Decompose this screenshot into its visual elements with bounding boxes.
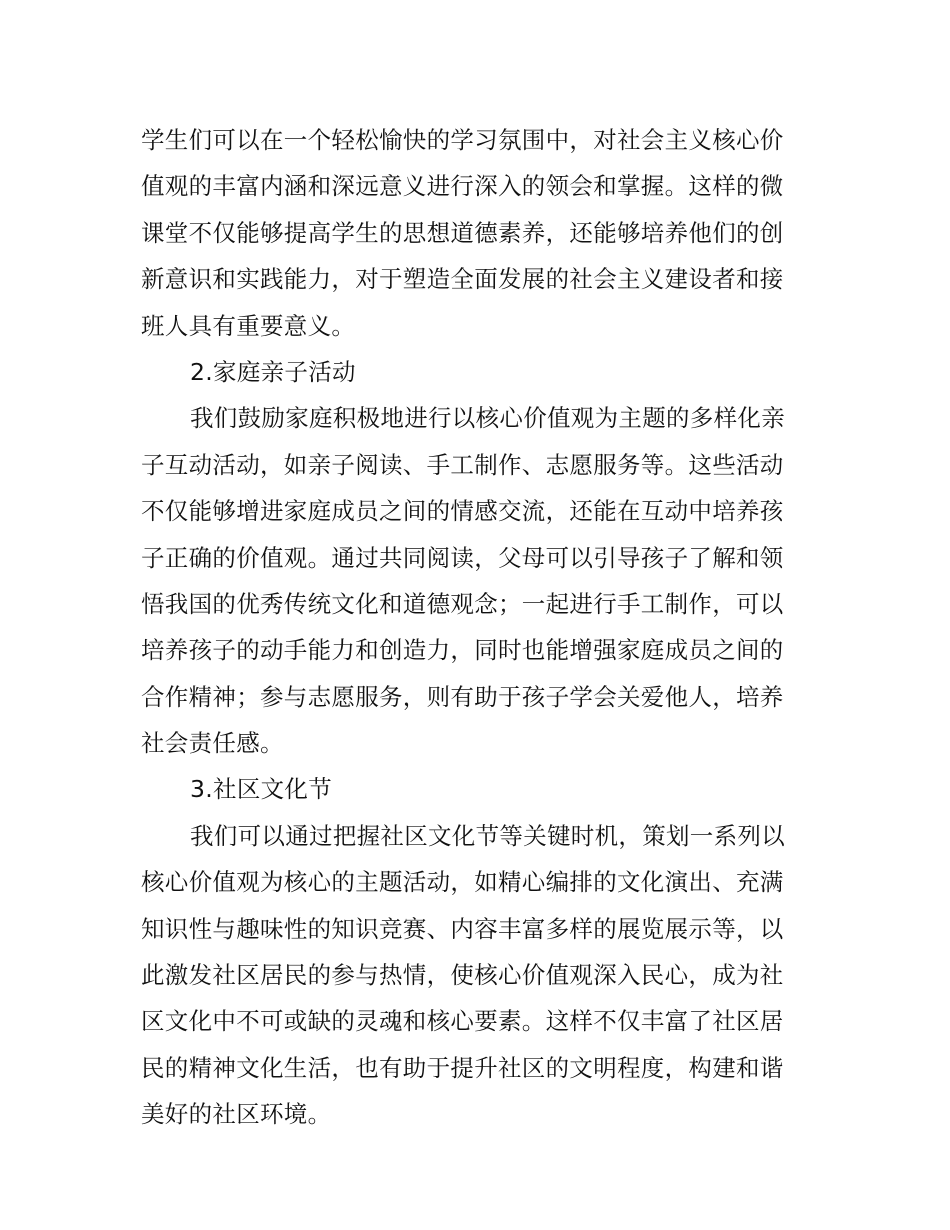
text-line: 子互动活动，如亲子阅读、手工制作、志愿服务等。这些活动 [141,450,784,479]
text-line: 悟我国的优秀传统文化和道德观念；一起进行手工制作，可以 [141,589,784,618]
text-line: 此激发社区居民的参与热情，使核心价值观深入民心，成为社 [141,961,784,990]
paragraph-2 [141,395,811,766]
text-line: 培养孩子的动手能力和创造力，同时也能增强家庭成员之间的 [141,636,784,665]
text-line: 学生们可以在一个轻松愉快的学习氛围中，对社会主义核心价 [141,126,784,154]
text-line: 区文化中不可或缺的灵魂和核心要素。这样不仅丰富了社区居 [141,1007,784,1036]
text-line: 民的精神文化生活，也有助于提升社区的文明程度，构建和谐 [141,1053,784,1082]
text-line: 合作精神；参与志愿服务，则有助于孩子学会关爱他人，培养 [141,682,784,711]
paragraph-1 [141,117,811,349]
section-heading-community-festival: 3.社区文化节 [190,775,333,804]
text-line: 新意识和实践能力，对于塑造全面发展的社会主义建设者和接 [141,265,784,294]
text-line: 子正确的价值观。通过共同阅读，父母可以引导孩子了解和领 [141,543,784,572]
section-heading-family-activities: 2.家庭亲子活动 [190,357,356,386]
text-line: 知识性与趣味性的知识竞赛、内容丰富多样的展览展示等，以 [141,914,784,943]
text-line: 课堂不仅能够提高学生的思想道德素养，还能够培养他们的创 [141,218,784,247]
text-line: 不仅能够增进家庭成员之间的情感交流，还能在互动中培养孩 [141,497,784,526]
text-line: 班人具有重要意义。 [141,311,356,340]
text-line: 核心价值观为核心的主题活动，如精心编排的文化演出、充满 [141,868,784,897]
document-page [141,117,811,1138]
text-line: 我们可以通过把握社区文化节等关键时机，策划一系列以 [190,821,785,850]
paragraph-3 [141,813,811,1138]
text-line: 值观的丰富内涵和深远意义进行深入的领会和掌握。这样的微 [141,172,784,201]
text-line: 美好的社区环境。 [141,1100,332,1129]
text-line: 社会责任感。 [141,729,284,758]
text-line: 我们鼓励家庭积极地进行以核心价值观为主题的多样化亲 [190,404,785,433]
